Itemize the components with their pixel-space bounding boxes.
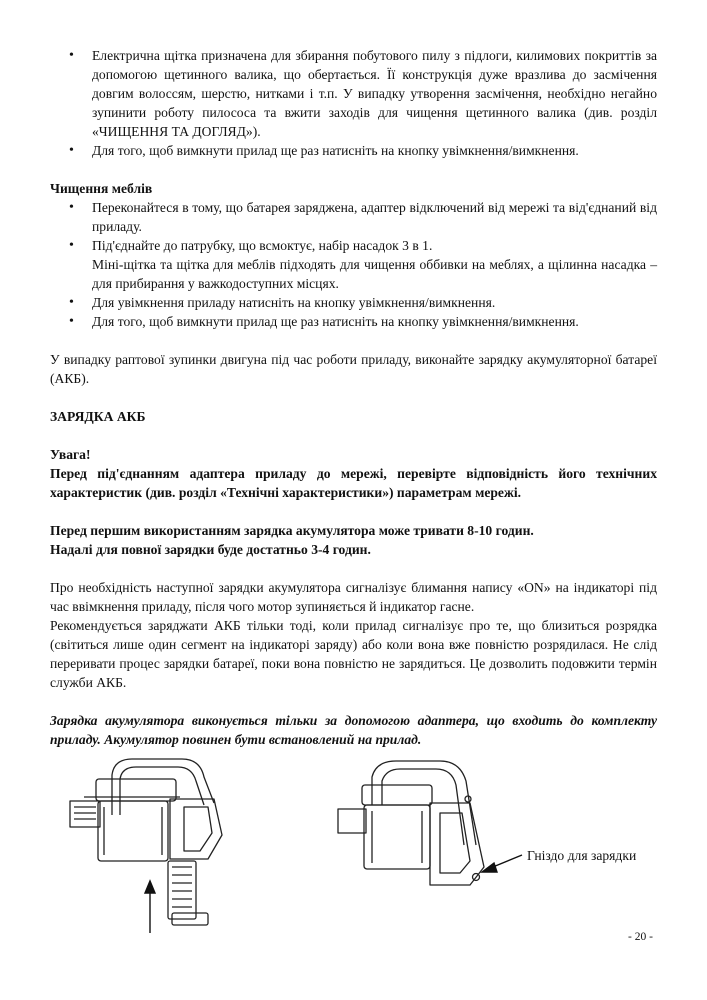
recommend-text: Рекомендується заряджати АКБ тільки тоді, коли прилад сигналізує про те, що близиться розрядка (світиться лише один сегмент на індикаторі заряду) або коли вона вже повністю розрядилася. Не слід переривати процес зарядки батареї, поки вона повністю не зарядиться. Це дозволить подовжити термін служби АКБ.: [50, 618, 657, 690]
attention-label: Увага!: [50, 447, 91, 462]
list-item: [50, 236, 657, 293]
figure-caption: Гніздо для зарядки: [527, 848, 637, 863]
list-item-extra-text: Міні-щітка та щітка для меблів підходять для чищення оббивки на меблях, а щілинна насадка – для прибирання у важкодоступних місцях.: [92, 257, 657, 291]
vacuum-left-illustration: [70, 759, 222, 925]
adapter-note: Зарядка акумулятора виконується тільки за допомогою адаптера, що входить до комплекту приладу. Акумулятор повинен бути встановлений на прилад.: [50, 713, 657, 747]
first-use-text: Перед першим використанням зарядка акумулятора може тривати 8-10 годин.: [50, 523, 534, 538]
list-item-text: Під'єднайте до патрубку, що всмоктує, набір насадок 3 в 1.: [92, 238, 433, 253]
insert-arrow-icon: [145, 881, 155, 933]
full-charge-text: Надалі для повної зарядки буде достатньо 3-4 годин.: [50, 542, 371, 557]
warning-text: Перед під'єднанням адаптера приладу до мережі, перевірте відповідність його технічних характеристик (див. розділ «Технічні характеристики») параметрам мережі.: [50, 466, 657, 500]
list-item: • Переконайтеся в тому, що батарея заряджена, адаптер відключений від мережі та від'єднаний від приладу.: [50, 198, 657, 236]
list-item: • Для увімкнення приладу натисніть на кнопку увімкнення/вимкнення.: [50, 293, 657, 312]
list-item: • Електрична щітка призначена для збирання побутового пилу з підлоги, килимових покриттів за допомогою щетинного валика, що обертається. Її конструкція дуже вразлива до засмічення довгим волоссям, шерстю, нитками і т.п. У випадку утворення засмічення, необхідно негайно зупинити роботу пилососа та вжити заходів для чищення щетинного валика (див. розділ «ЧИЩЕННЯ ТА ДОГЛЯД»).: [50, 46, 657, 141]
list-item: • Для того, щоб вимкнути прилад ще раз натисніть на кнопку увімкнення/вимкнення.: [50, 312, 657, 331]
stop-note: У випадку раптової зупинки двигуна під час роботи приладу, виконайте зарядку акумуляторної батареї (АКБ).: [50, 352, 657, 386]
charging-socket-arrow-icon: [482, 855, 522, 872]
indicator-text: Про необхідність наступної зарядки акумулятора сигналізує блимання напису «ON» на індикаторі під час ввімкнення приладу, після чого мотор зупиняється й індикатор гасне.: [50, 580, 657, 614]
intro-bullet-list: [50, 46, 657, 160]
vacuum-right-illustration: [338, 761, 484, 885]
list-item: • Для того, щоб вимкнути прилад ще раз натисніть на кнопку увімкнення/вимкнення.: [50, 141, 657, 160]
page-number: - 20 -: [628, 931, 653, 943]
furniture-bullet-list: [50, 198, 657, 331]
charging-heading: ЗАРЯДКА АКБ: [50, 409, 146, 424]
furniture-heading: Чищення меблів: [50, 181, 153, 196]
page-content: [50, 46, 657, 749]
